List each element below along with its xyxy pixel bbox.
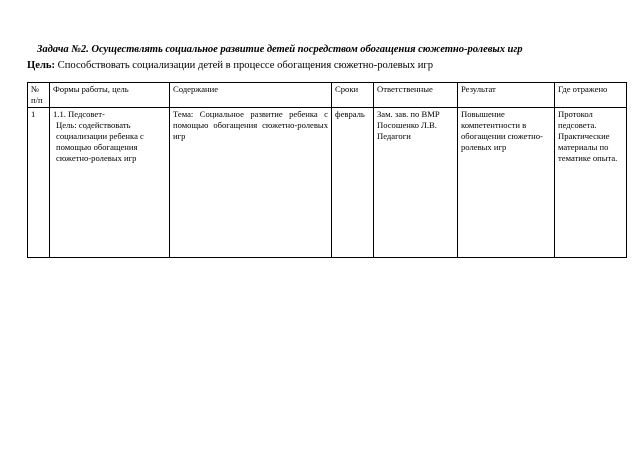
table-header-row: [28, 83, 627, 108]
cell-forms: [50, 108, 170, 258]
goal-line: [27, 60, 433, 71]
cell-forms-title: 1.1. Педсовет-: [53, 109, 105, 119]
header-num: № п/п: [28, 83, 50, 108]
cell-reflected: Протокол педсовета. Практические материалы по тематике опыта.: [555, 108, 627, 258]
cell-num: 1: [28, 108, 50, 258]
task-title: Задача №2. Осуществлять социальное развитие детей посредством обогащения сюжетно-ролевых игр: [37, 44, 523, 55]
header-responsible: Ответственные: [374, 83, 458, 108]
header-terms: Сроки: [332, 83, 374, 108]
header-reflected: Где отражено: [555, 83, 627, 108]
cell-forms-goal: Цель: содействовать социализации ребенка с помощью обогащения сюжетно-ролевых игр: [56, 120, 144, 163]
header-result: Результат: [458, 83, 555, 108]
header-forms: Формы работы, цель: [50, 83, 170, 108]
cell-content: Тема: Социальное развитие ребенка с помощью обогащения сюжетно-ролевых игр: [170, 108, 332, 258]
cell-responsible: Зам. зав. по ВМР Посошенко Л.В. Педагоги: [374, 108, 458, 258]
table-row: [28, 108, 627, 258]
cell-result: Повышение компетентности в обогащении сюжетно-ролевых игр: [458, 108, 555, 258]
cell-terms: февраль: [332, 108, 374, 258]
goal-label: Цель:: [27, 60, 56, 71]
header-content: Содержание: [170, 83, 332, 108]
plan-table: [27, 82, 627, 258]
goal-text: Способствовать социализации детей в процессе обогащения сюжетно-ролевых игр: [55, 60, 434, 71]
